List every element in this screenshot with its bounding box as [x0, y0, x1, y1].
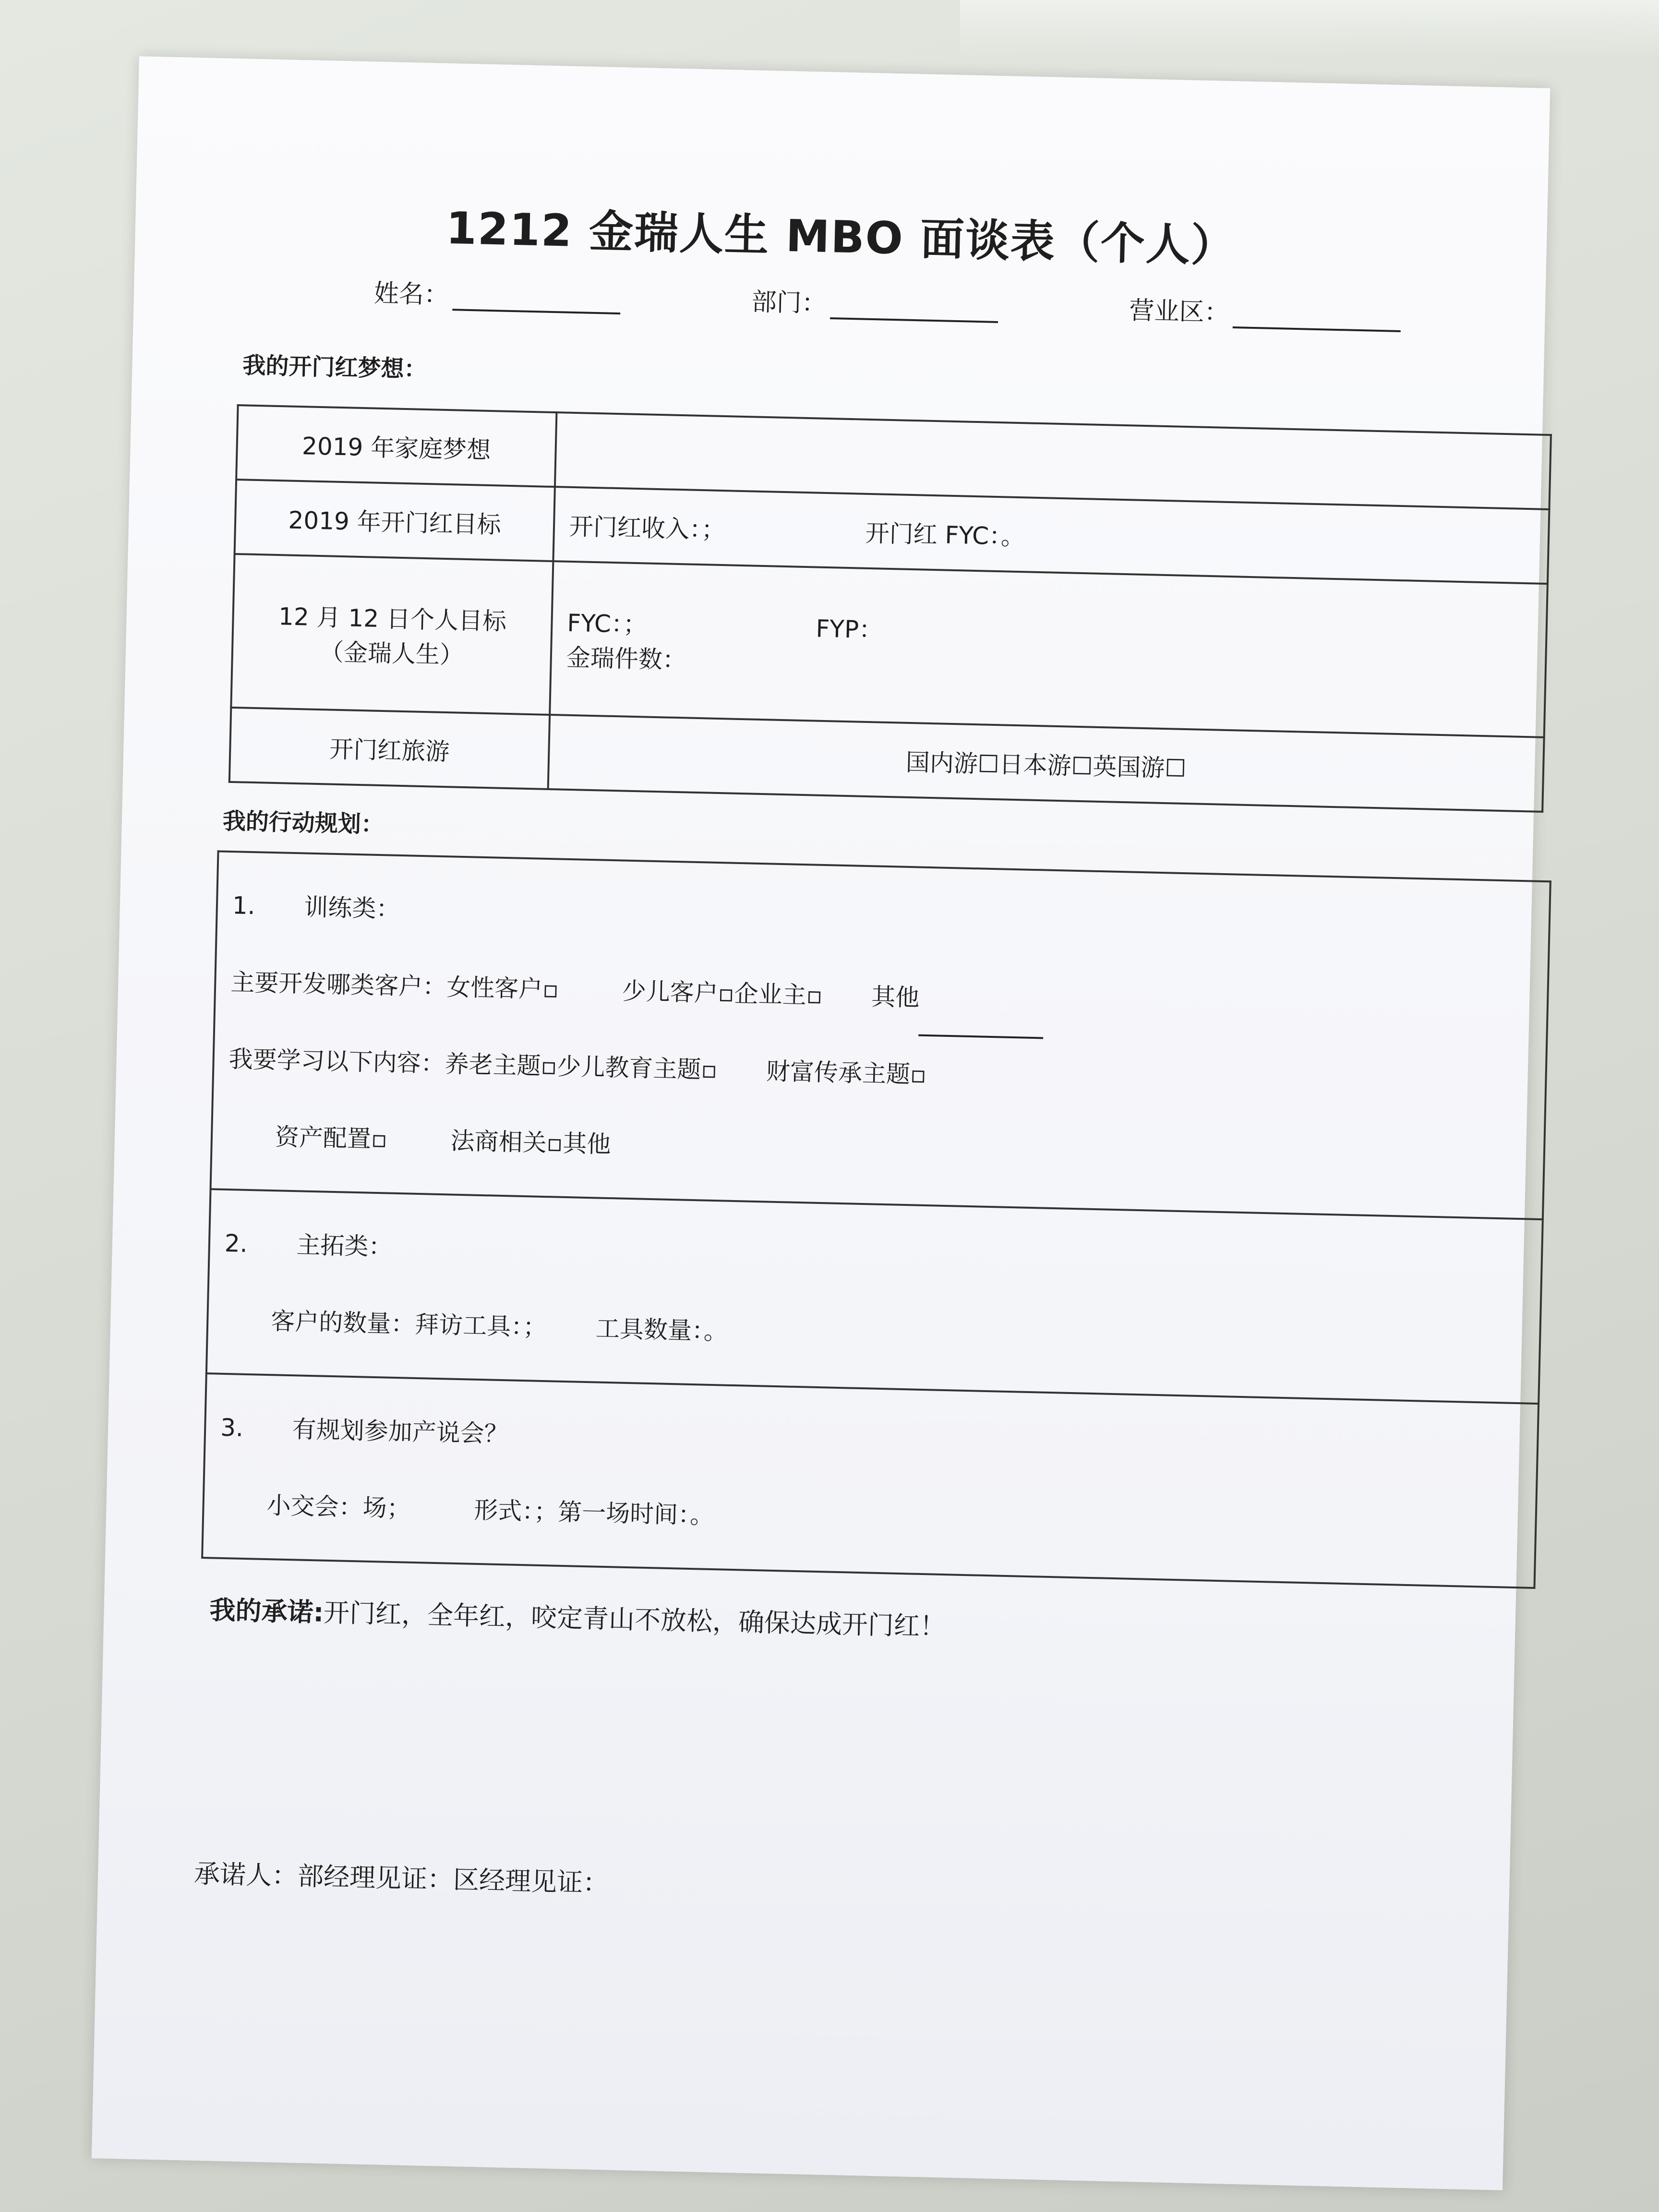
name-blank-line[interactable] — [452, 284, 621, 314]
policy-count-text: 金瑞件数： — [566, 643, 687, 674]
action-table — [201, 850, 1551, 1589]
mini-meeting-text[interactable]: 小交会：场； — [266, 1491, 411, 1523]
personal-goal-line1: 12 月 12 日个人目标 — [278, 602, 507, 636]
info-row — [373, 273, 1401, 332]
goal-label: 2019 年开门红目标 — [235, 480, 555, 561]
area-blank-line[interactable] — [1233, 301, 1401, 332]
legal-business-text[interactable]: 法商相关▫其他 — [450, 1127, 612, 1159]
table-row — [231, 554, 1548, 737]
dept-field[interactable] — [751, 281, 999, 323]
customer-other-label: 其他 — [871, 983, 920, 1012]
family-dream-label: 2019 年家庭梦想 — [236, 405, 556, 487]
income-text: 开门红收入：； — [569, 512, 726, 544]
form-title: 1212 金瑞人生 MBO 面谈表（个人） — [445, 202, 1237, 272]
signature-line[interactable]: 承诺人：部经理见证：区经理见证： — [193, 1858, 609, 1899]
personal-goal-label — [231, 554, 553, 715]
seminar-block — [202, 1373, 1539, 1588]
training-block — [211, 851, 1551, 1219]
prospecting-num: 2. — [224, 1229, 248, 1258]
learning-text-b[interactable]: 财富传承主题▫ — [766, 1057, 927, 1089]
learning-text[interactable]: 我要学习以下内容：养老主题▫少儿教育主题▫ — [228, 1045, 718, 1084]
seminar-num: 3. — [220, 1413, 244, 1442]
dream-heading: 我的开门红梦想： — [242, 352, 428, 383]
customer-type-text[interactable]: 主要开发哪类客户：女性客户▫ — [230, 968, 559, 1004]
asset-allocation-text[interactable]: 资产配置▫ — [275, 1123, 388, 1154]
pledge-label: 我的承诺: — [209, 1595, 324, 1628]
format-text[interactable]: 形式：；第一场时间：。 — [473, 1496, 714, 1530]
prospecting-block — [206, 1189, 1543, 1404]
pledge-text: 开门红，全年红，咬定青山不放松，确保达成开门红！ — [323, 1597, 946, 1642]
area-field[interactable] — [1129, 290, 1402, 332]
training-num: 1. — [232, 891, 256, 920]
fyc-text: 开门红 FYC：。 — [865, 519, 1025, 551]
table-row — [202, 1373, 1539, 1588]
area-label: 营业区： — [1129, 296, 1230, 327]
dept-blank-line[interactable] — [830, 292, 998, 323]
personal-fyp-text: FYP： — [816, 614, 883, 644]
customer-type-text-b[interactable]: 少儿客户▫企业主▫ — [622, 977, 823, 1010]
personal-goal-value[interactable] — [550, 561, 1548, 737]
name-label: 姓名： — [373, 279, 449, 310]
training-title: 训练类： — [303, 893, 401, 923]
seminar-title: 有规划参加产说会？ — [292, 1415, 509, 1448]
travel-options[interactable]: 国内游☐日本游☐英国游☐ — [548, 715, 1544, 812]
paper-sheet — [92, 56, 1551, 2190]
pledge-line — [209, 1589, 946, 1643]
travel-label: 开门红旅游 — [229, 708, 550, 789]
name-field[interactable] — [373, 273, 621, 314]
table-row — [206, 1189, 1543, 1404]
prospecting-title: 主拓类： — [296, 1231, 393, 1261]
personal-goal-line2: （金瑞人生） — [319, 638, 464, 669]
dept-label: 部门： — [751, 288, 827, 318]
dream-table — [228, 404, 1552, 813]
background-highlight — [960, 0, 1659, 58]
action-heading: 我的行动规划： — [222, 807, 385, 839]
personal-fyc-text: FYC：； — [566, 609, 648, 639]
customer-other-blank[interactable] — [918, 1010, 1044, 1039]
table-row — [211, 851, 1551, 1219]
customer-count-text[interactable]: 客户的数量：拜访工具：； — [270, 1307, 547, 1342]
tool-count-text[interactable]: 工具数量：。 — [595, 1314, 728, 1346]
